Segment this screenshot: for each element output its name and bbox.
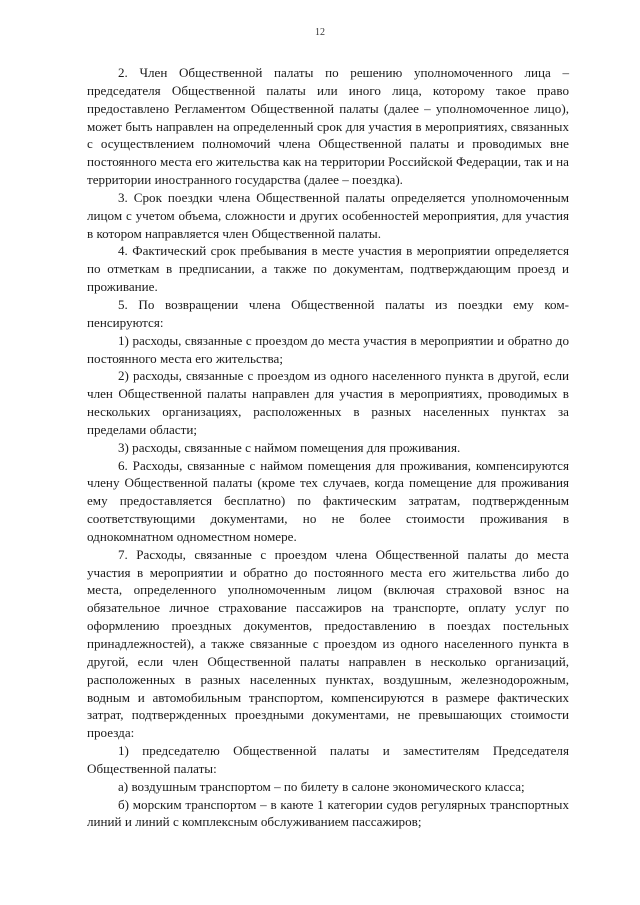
page-number: 12: [315, 27, 325, 38]
paragraph-5-item-2: 2) расходы, связанные с проездом из одного населенного пункта в другой, если член Общественной палаты направлен для участия в мероприятиях, проводимых в нескольких организациях, расположенных в разных населенных пунктах за пределами области;: [87, 368, 569, 437]
paragraph-7-item-1: 1) председателю Общественной палаты и заместителям Председателя Общественной палаты:: [87, 743, 569, 776]
paragraph-7: 7. Расходы, связанные с проездом члена Общественной палаты до места участия в мероприятии и обратно до постоянного места его жительства либо до места, определенного уполномоченным лицом (включая страховой взнос на обязательное личное страхование пассажиров на транспорте, оплату услуг по оформлению проездных документов, предоставлению в поездах постельных принадлежностей), а также связанные с проездом из одного населенного пункта в другой, если член Общественной палаты направлен в несколько организаций, расположенных в разных населенных пунктах, воздушным, железнодорожным, водным и автомобильным транспортом, компенсируются в размере фактических затрат, подтвержденных проездными документами, не превышающих стоимости проезда:: [87, 546, 569, 741]
paragraph-7-item-b: б) морским транспортом – в каюте 1 категории судов регулярных транспортных линий и линий с комплексным обслуживанием пассажиров;: [87, 796, 569, 830]
paragraph-3: 3. Срок поездки члена Общественной палаты определяется уполномоченным лицом с учетом объема, сложности и других особенностей мероприятия, для участия в котором направляется член Общественной палаты.: [87, 189, 569, 241]
paragraph-6: 6. Расходы, связанные с наймом помещения для проживания, компенсируются члену Общественной палаты (кроме тех случаев, когда помещение для проживания ему предоставляется бесплатно) по фактическим затратам, подтвержденным соответствующими документами, но не более стоимости проживания в однокомнатном одноместном номере.: [87, 457, 569, 544]
paragraph-4: 4. Фактический срок пребывания в месте участия в мероприятии определяется по отметкам в предписании, а также по документам, подтверждающим проезд и проживание.: [87, 243, 569, 295]
paragraph-5-item-1: 1) расходы, связанные с проездом до места участия в мероприятии и обратно до постоянного места его жительства;: [87, 332, 569, 366]
paragraph-5: 5. По возвращении члена Общественной палаты из поездки ему компенсируются:: [87, 296, 569, 330]
paragraph-7-item-a: а) воздушным транспортом – по билету в салоне экономического класса;: [118, 778, 525, 794]
document-body: [87, 64, 569, 831]
paragraph-5-item-3: 3) расходы, связанные с наймом помещения для проживания.: [118, 439, 461, 455]
paragraph-2: 2. Член Общественной палаты по решению уполномоченного лица – председателя Общественной палаты или иного лица, которому такое право предоставлено Регламентом Общественной палаты (далее – уполномоченное лицо), может быть направлен на определенный срок для участия в мероприятиях, связанных с осуществлением полномочий члена Общественной палаты и проводимых вне постоянного места его жительства как на территории Российской Федерации, так и на территории иностранного государства (далее – поездка).: [87, 65, 569, 188]
